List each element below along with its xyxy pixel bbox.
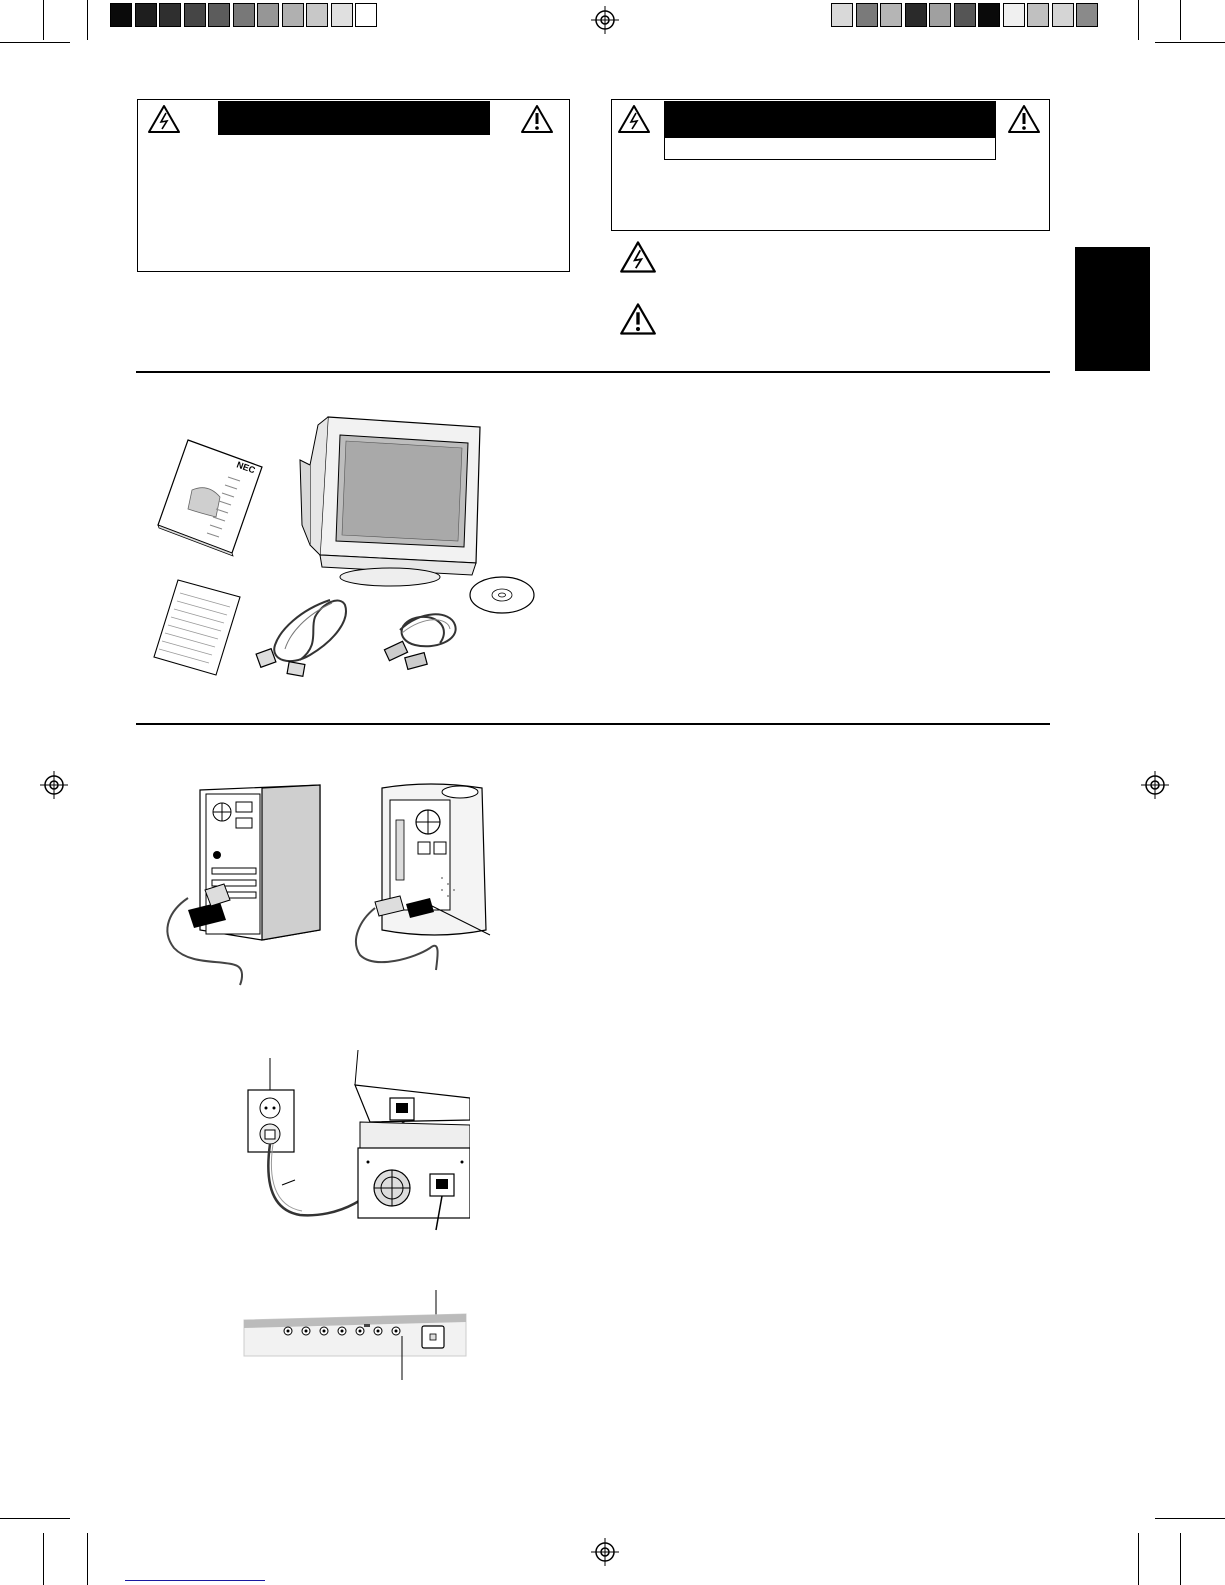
exclamation-triangle-icon	[619, 302, 657, 336]
section-tab	[1075, 247, 1150, 371]
registration-mark-icon	[590, 1537, 620, 1567]
lightning-triangle-icon	[619, 240, 657, 274]
calibration-swatch	[159, 3, 181, 27]
section-divider	[136, 723, 1050, 725]
exclamation-triangle-icon	[520, 104, 554, 134]
calibration-swatch	[257, 3, 279, 27]
caution-heading-bar	[664, 101, 996, 137]
calibration-swatch	[856, 3, 878, 27]
calibration-swatch	[208, 3, 230, 27]
calibration-swatch	[184, 3, 206, 27]
user-manual-illustration	[158, 440, 262, 556]
calibration-swatch	[978, 3, 1000, 27]
package-contents-illustration	[150, 405, 540, 690]
calibration-swatch	[306, 3, 328, 27]
mac-tower-illustration	[356, 784, 490, 970]
calibration-swatch	[282, 3, 304, 27]
calibration-swatch	[831, 3, 853, 27]
computer-connection-illustration	[160, 780, 500, 990]
registration-mark-icon	[1140, 770, 1170, 800]
exclamation-triangle-icon	[1007, 104, 1041, 134]
warning-heading-bar	[218, 101, 490, 135]
crt-monitor-illustration	[300, 417, 480, 586]
calibration-swatch	[954, 3, 976, 27]
calibration-swatch	[1027, 3, 1049, 27]
calibration-swatch	[880, 3, 902, 27]
calibration-swatch	[355, 3, 377, 27]
lightning-triangle-icon	[147, 104, 181, 134]
calibration-swatch	[233, 3, 255, 27]
control-panel-illustration	[240, 1290, 470, 1390]
registration-mark-icon	[39, 770, 69, 800]
calibration-swatch	[1003, 3, 1025, 27]
signal-cable-illustration	[384, 614, 455, 669]
lightning-triangle-icon	[617, 104, 651, 134]
registration-mark-icon	[590, 5, 620, 35]
calibration-swatch	[905, 3, 927, 27]
footer-link[interactable]	[125, 1566, 265, 1581]
calibration-swatch	[110, 3, 132, 27]
calibration-swatch	[1052, 3, 1074, 27]
quick-reference-sheet-illustration	[154, 580, 240, 675]
calibration-swatch	[331, 3, 353, 27]
caution-subheading-box	[664, 137, 996, 160]
calibration-swatch	[1076, 3, 1098, 27]
svg-text:NEC: NEC	[235, 459, 257, 476]
section-divider	[136, 371, 1050, 373]
pc-tower-illustration	[167, 785, 320, 985]
power-outlet-connection-illustration	[240, 1050, 470, 1240]
power-cord-illustration	[256, 600, 346, 676]
calibration-swatch	[135, 3, 157, 27]
cd-rom-illustration	[470, 577, 534, 613]
calibration-swatch	[929, 3, 951, 27]
